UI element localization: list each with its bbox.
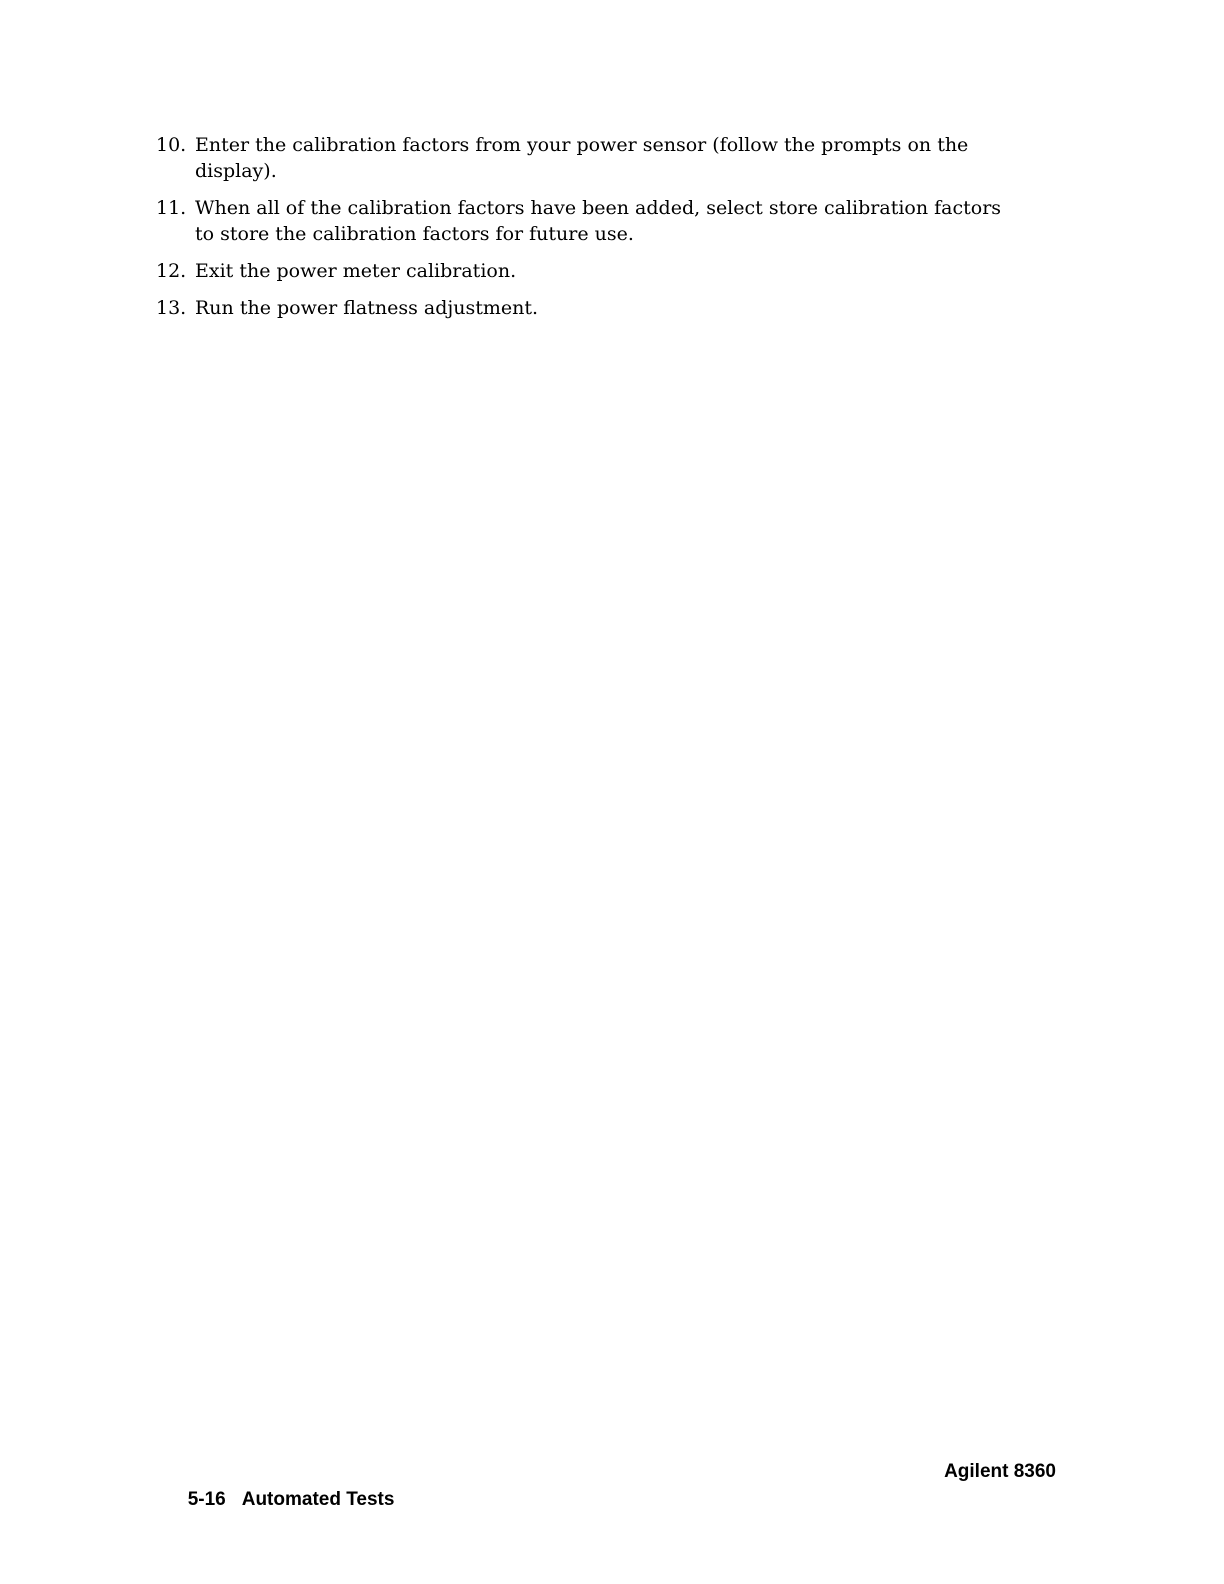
step-text: When all of the calibration factors have been added, select store calibration factors to store the calibration factors for future use. [195, 197, 1002, 245]
step-number: 13. [156, 297, 187, 319]
page-footer [156, 1458, 1056, 1510]
step-number: 10. [156, 134, 187, 156]
step-13 [156, 295, 1056, 321]
step-11 [156, 195, 1056, 247]
step-text: Run the power flatness adjustment. [195, 297, 539, 319]
procedure-steps [156, 132, 1056, 332]
step-text: Enter the calibration factors from your power sensor (follow the prompts on the display). [195, 134, 969, 182]
page-number: 5-16 [187, 1489, 226, 1510]
section-title: Automated Tests [241, 1489, 395, 1510]
footer-left [156, 1458, 394, 1542]
step-number: 12. [156, 260, 187, 282]
product-name: Agilent 8360 [944, 1461, 1056, 1482]
step-12 [156, 258, 1056, 284]
step-number: 11. [156, 197, 187, 219]
step-text: Exit the power meter calibration. [195, 260, 517, 282]
step-10 [156, 132, 1056, 184]
